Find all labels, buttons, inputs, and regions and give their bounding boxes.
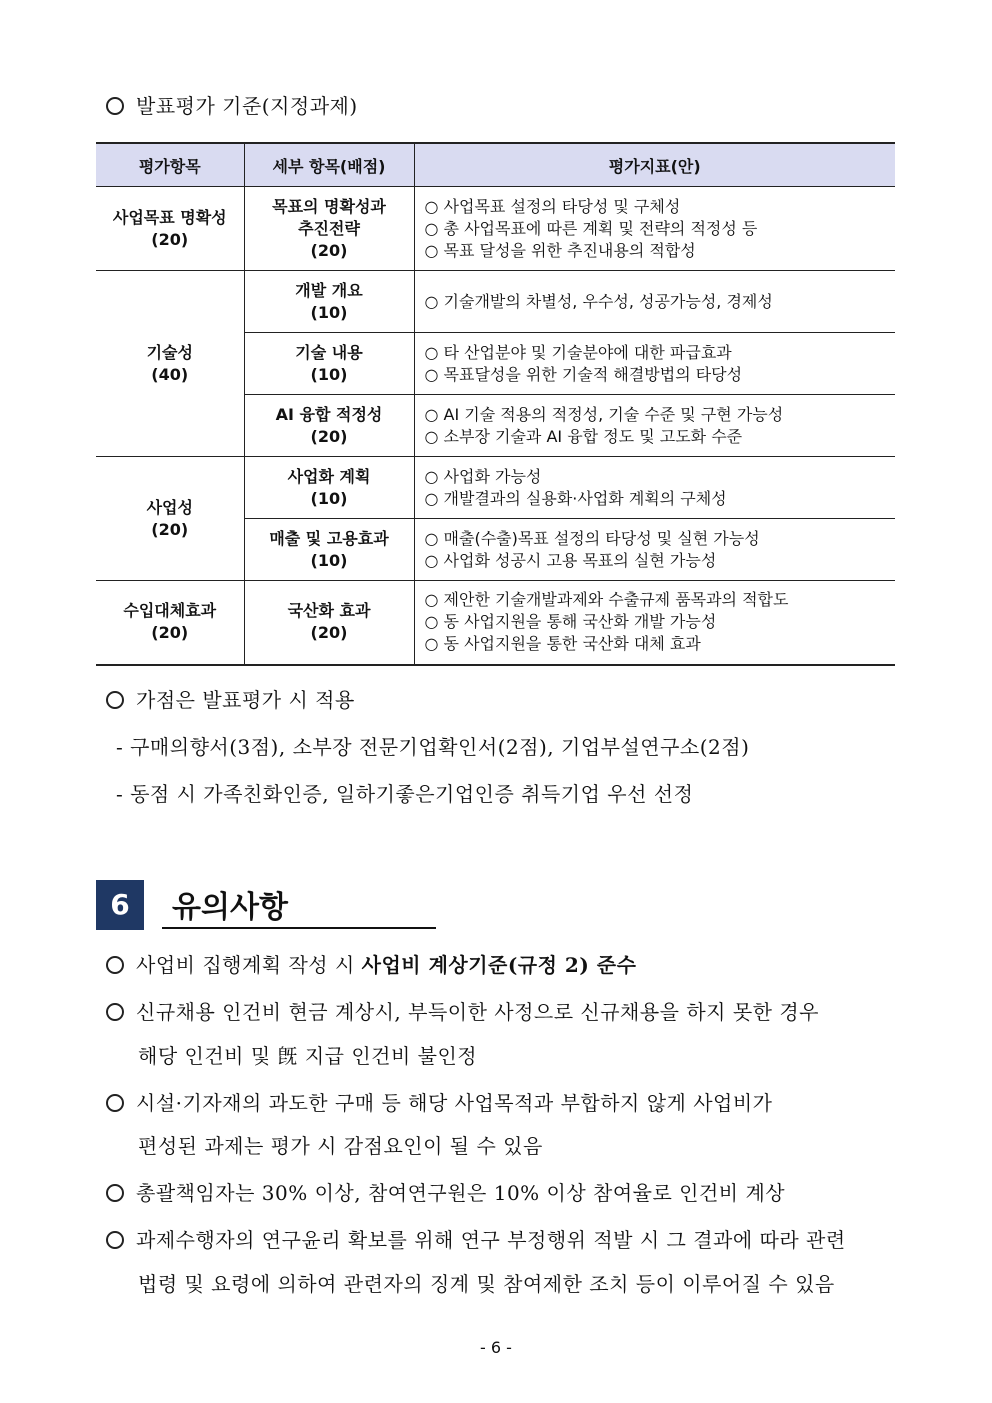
bonus-title: 가점은 발표평가 시 적용 (106, 684, 355, 713)
bonus-item: - 동점 시 가족친화인증, 일하기좋은기업인증 취득기업 우선 선정 (116, 782, 694, 806)
section-underline (162, 927, 436, 929)
indicator-cell: ○ 매출(수출)목표 설정의 타당성 및 실현 가능성 ○ 사업화 성공시 고용 목표의 실현 가능성 (414, 519, 895, 581)
section-title: 유의사항 (172, 890, 288, 925)
note-5-continued: 법령 및 요령에 의하여 관련자의 징계 및 참여제한 조치 등이 이루어질 수 있음 (138, 1272, 835, 1296)
header-item: 세부 항목(배점) (244, 143, 414, 187)
category-cell: 사업목표 명확성 (20) (96, 187, 244, 271)
indicator-cell: ○ 기술개발의 차별성, 우수성, 성공가능성, 경제성 (414, 271, 895, 333)
indicator-cell: ○ 사업화 가능성 ○ 개발결과의 실용화·사업화 계획의 구체성 (414, 457, 895, 519)
table-row (96, 187, 895, 271)
circle-bullet-icon (106, 691, 124, 709)
page-number: - 6 - (480, 1338, 512, 1357)
note-4: 총괄책임자는 30% 이상, 참여연구원은 10% 이상 참여율로 인건비 계상 (106, 1177, 785, 1206)
item-cell: 사업화 계획 (10) (244, 457, 414, 519)
item-cell: 개발 개요 (10) (244, 271, 414, 333)
bonus-item: - 구매의향서(3점), 소부장 전문기업확인서(2점), 기업부설연구소(2점) (116, 735, 750, 759)
heading-evaluation-criteria: 발표평가 기준(지정과제) (106, 90, 358, 119)
circle-bullet-icon (106, 97, 124, 115)
evaluation-table (96, 142, 895, 666)
note-5: 과제수행자의 연구윤리 확보를 위해 연구 부정행위 적발 시 그 결과에 따라 관련 (106, 1224, 846, 1253)
note-3: 시설·기자재의 과도한 구매 등 해당 사업목적과 부합하지 않게 사업비가 (106, 1087, 773, 1116)
circle-bullet-icon (106, 1003, 124, 1021)
circle-bullet-icon (106, 1184, 124, 1202)
table-header-row (96, 143, 895, 187)
table-row (96, 457, 895, 519)
note-1: 사업비 집행계획 작성 시 사업비 계상기준(규정 2) 준수 (106, 949, 636, 978)
indicator-cell: ○ 타 산업분야 및 기술분야에 대한 파급효과 ○ 목표달성을 위한 기술적 해결방법의 타당성 (414, 333, 895, 395)
category-cell: 사업성 (20) (96, 457, 244, 581)
indicator-cell: ○ AI 기술 적용의 적정성, 기술 수준 및 구현 가능성 ○ 소부장 기술과 AI 융합 정도 및 고도화 수준 (414, 395, 895, 457)
item-cell: 국산화 효과 (20) (244, 581, 414, 665)
item-cell: AI 융합 적정성 (20) (244, 395, 414, 457)
circle-bullet-icon (106, 1094, 124, 1112)
note-2: 신규채용 인건비 현금 계상시, 부득이한 사정으로 신규채용을 하지 못한 경우 (106, 996, 819, 1025)
indicator-cell: ○ 제안한 기술개발과제와 수출규제 품목과의 적합도 ○ 동 사업지원을 통해 국산화 개발 가능성 ○ 동 사업지원을 통한 국산화 대체 효과 (414, 581, 895, 665)
item-cell: 기술 내용 (10) (244, 333, 414, 395)
item-cell: 목표의 명확성과 추진전략 (20) (244, 187, 414, 271)
indicator-cell: ○ 사업목표 설정의 타당성 및 구체성 ○ 총 사업목표에 따른 계획 및 전략의 적정성 등 ○ 목표 달성을 위한 추진내용의 적합성 (414, 187, 895, 271)
item-cell: 매출 및 고용효과 (10) (244, 519, 414, 581)
header-indicator: 평가지표(안) (414, 143, 895, 187)
note-3-continued: 편성된 과제는 평가 시 감점요인이 될 수 있음 (138, 1134, 543, 1158)
section-number: 6 (96, 880, 144, 930)
circle-bullet-icon (106, 1231, 124, 1249)
category-cell: 기술성 (40) (96, 271, 244, 457)
circle-bullet-icon (106, 956, 124, 974)
header-category: 평가항목 (96, 143, 244, 187)
table-row (96, 581, 895, 665)
category-cell: 수입대체효과 (20) (96, 581, 244, 665)
note-2-continued: 해당 인건비 및 旣 지급 인건비 불인정 (138, 1044, 478, 1068)
table-row (96, 271, 895, 333)
